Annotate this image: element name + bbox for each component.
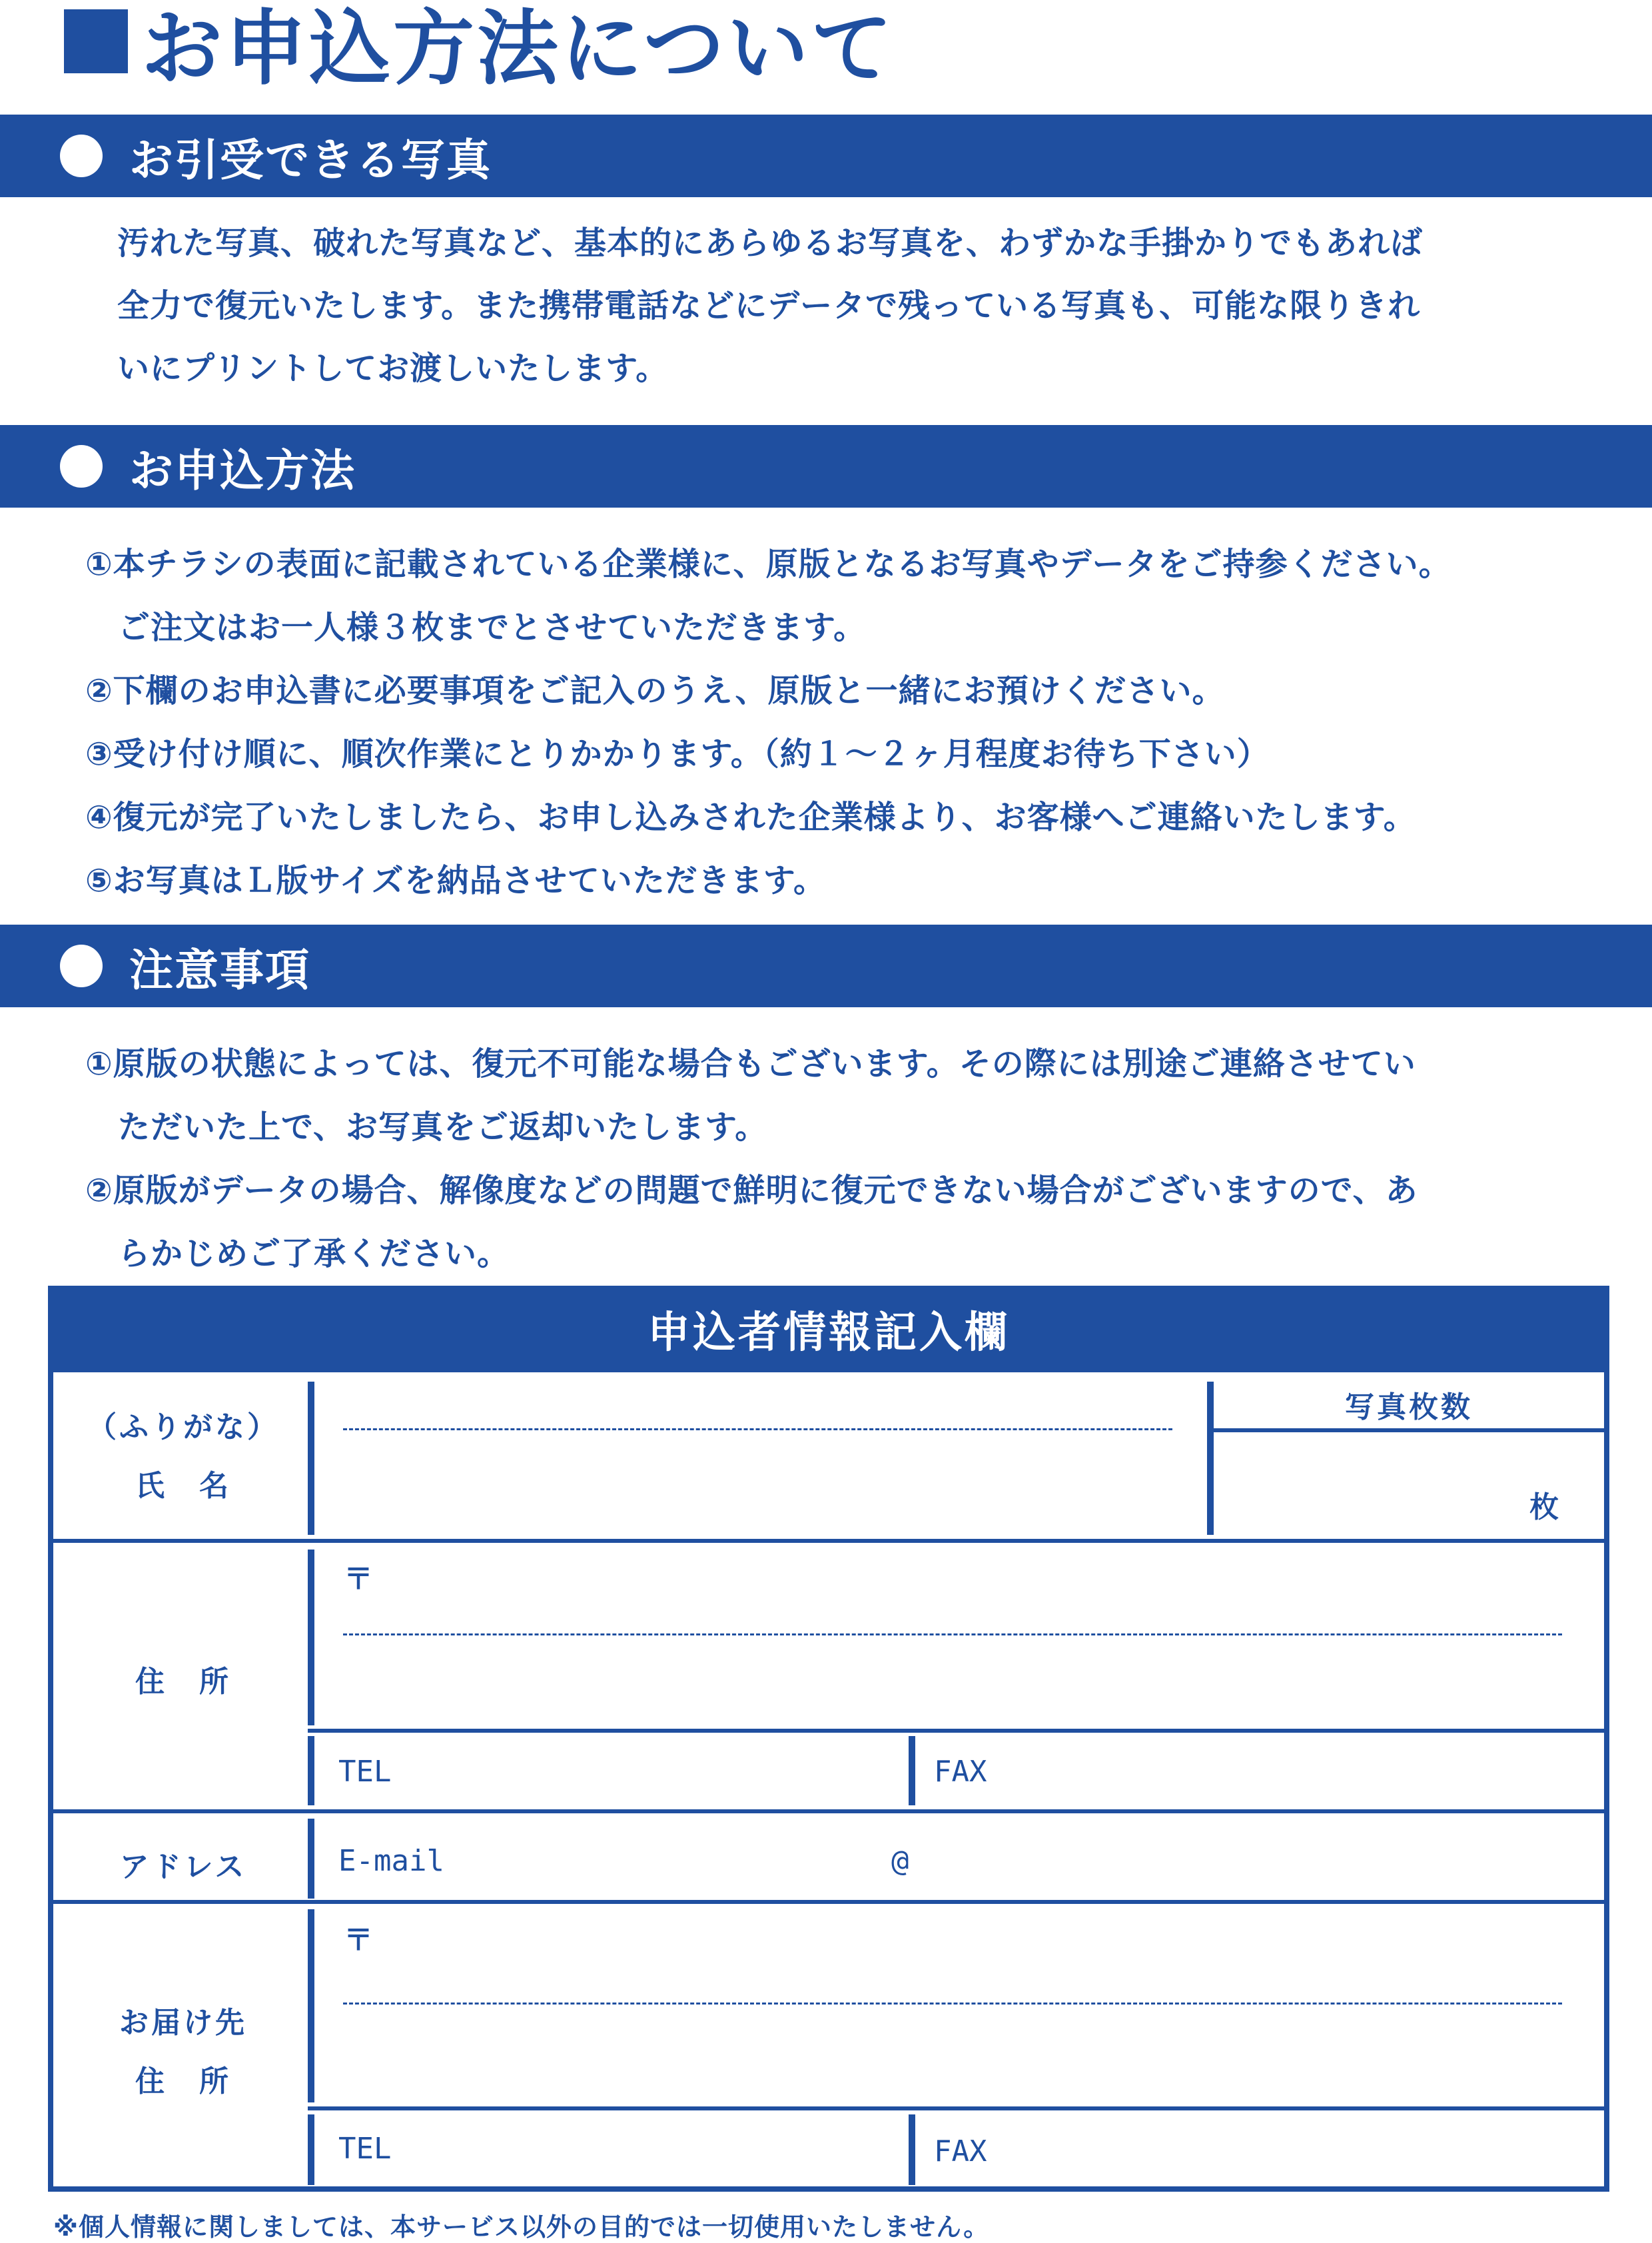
email-input[interactable] [466,1823,1599,1895]
howto-item: ②下欄のお申込書に必要事項をご記入のうえ、原版と一緒にお預けください。 [85,672,1225,709]
furigana-input[interactable] [343,1428,1172,1430]
bullet-icon [60,135,103,177]
fax-label: FAX [934,2134,987,2168]
howto-item: ご注文はお一人様３枚までとさせていただきます。 [85,609,867,646]
divider [909,2114,915,2185]
photo-count-unit: 枚 [1529,1490,1561,1524]
email-label: E-mail [338,1844,444,1878]
photos-description [117,212,1423,400]
email-row-label: アドレス [119,1850,247,1884]
page-title-text: お申込方法について [141,1,895,96]
name-input[interactable] [343,1432,1209,1532]
delivery-address-label: 住 所 [135,2064,231,2098]
tel-label: TEL [338,1755,392,1789]
page-title [64,0,1196,96]
form-title: 申込者情報記入欄 [48,1286,1609,1372]
notes-item: ただいた上で、お写真をご返却いたします。 [85,1109,768,1146]
howto-item: ①本チラシの表面に記載されている企業様に、原版となるお写真やデータをご持参ください。 [85,546,1451,583]
delivery-address-input[interactable] [343,2003,1562,2005]
address-input[interactable] [343,1633,1562,1635]
section-header-notes [0,925,1652,1007]
delivery-label: お届け先 [119,2006,247,2040]
name-label: 氏 名 [135,1469,231,1503]
photo-count-label: 写真枚数 [1345,1390,1473,1424]
postal-mark: 〒 [344,1923,376,1957]
howto-item: ③受け付け順に、順次作業にとりかかります。（約１～２ヶ月程度お待ち下さい） [85,735,1270,773]
divider [308,1550,314,1725]
notes-item: ②原版がデータの場合、解像度などの問題で鮮明に復元できない場合がございますので、あ [85,1172,1418,1209]
section-heading: お引受できる写真 [129,134,492,186]
bullet-icon [60,945,103,987]
howto-item: ④復元が完了いたしましたら、お申し込みされた企業様より、お客様へご連絡いたします。 [85,799,1416,836]
divider [308,1382,314,1535]
divider [308,1729,1604,1733]
divider [308,1819,314,1899]
section-heading: お申込方法 [129,444,356,496]
divider [53,1900,1604,1904]
delivery-tel-input[interactable] [413,2116,906,2182]
section-header-howto [0,425,1652,508]
divider [308,2106,1604,2110]
divider [308,1736,314,1805]
divider [1207,1382,1214,1535]
photo-count-input[interactable] [1219,1434,1539,1527]
tel-input[interactable] [413,1739,906,1803]
address-label: 住 所 [135,1665,231,1699]
fax-input[interactable] [1013,1739,1599,1803]
paragraph-line: いにプリントしてお渡しいたします。 [117,350,669,387]
divider [1214,1428,1604,1432]
bullet-icon [60,445,103,488]
privacy-footnote: ※個人情報に関しましては、本サービス以外の目的では一切使用いたしません。 [53,2212,990,2242]
fax-label: FAX [934,1755,987,1789]
notes-item: らかじめご了承ください。 [85,1235,510,1272]
divider [53,1809,1604,1813]
delivery-fax-input[interactable] [1013,2116,1599,2182]
title-square-icon [64,9,128,73]
postal-mark: 〒 [344,1562,376,1596]
section-heading: 注意事項 [129,944,310,996]
section-header-photos [0,115,1652,197]
at-mark: @ [891,1844,909,1878]
paragraph-line: 汚れた写真、破れた写真など、基本的にあらゆるお写真を、わずかな手掛かりでもあれば [117,224,1424,262]
divider [308,2114,314,2185]
divider [53,1539,1604,1543]
notes-item: ①原版の状態によっては、復元不可能な場合もございます。その際には別途ご連絡させてい [85,1045,1416,1083]
divider [308,1909,314,2102]
tel-label: TEL [338,2132,392,2166]
divider [909,1736,915,1805]
howto-item: ⑤お写真はＬ版サイズを納品させていただきます。 [85,862,826,899]
furigana-label: （ふりがな） [87,1410,279,1444]
paragraph-line: 全力で復元いたします。また携帯電話などにデータで残っている写真も、可能な限りきれ [117,287,1421,324]
